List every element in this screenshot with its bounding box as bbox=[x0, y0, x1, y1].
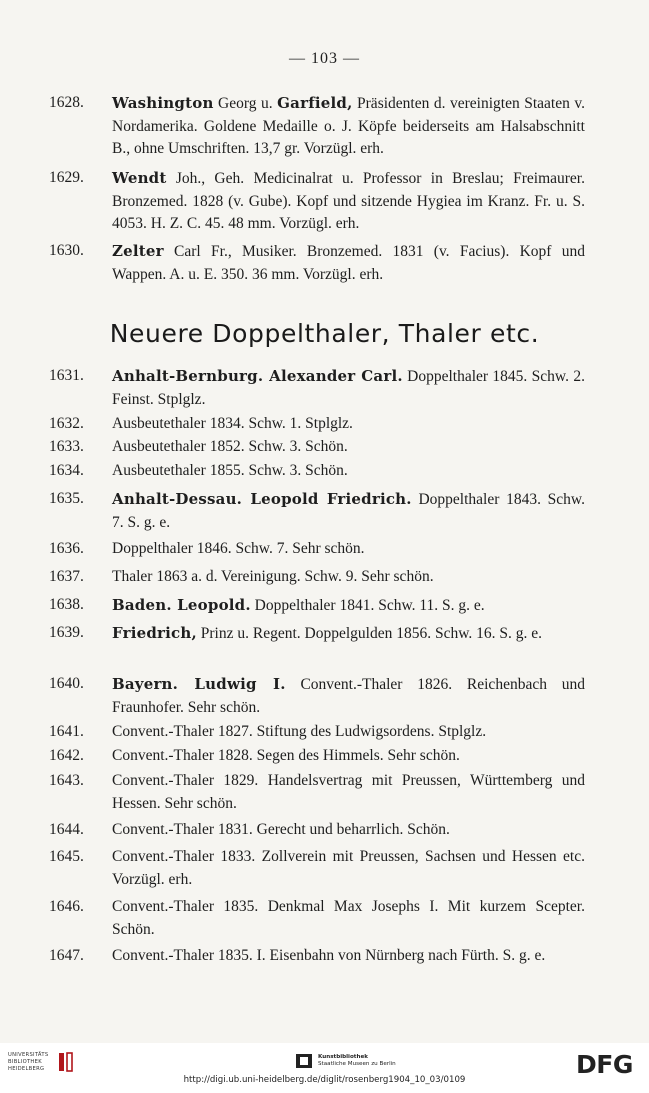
entry-text bbox=[112, 92, 585, 161]
entry-text: Thaler 1863 a. d. Vereinigung. Schw. 9. Sehr schön. bbox=[112, 568, 434, 585]
entry-name: Friedrich, bbox=[112, 624, 197, 642]
entry-number: 1633. bbox=[49, 438, 84, 455]
entry-text bbox=[112, 167, 585, 236]
entry-text: Convent.-Thaler 1829. Handelsvertrag mit Preussen, Württemberg und Hessen. Sehr schön. bbox=[112, 772, 585, 812]
entry-number: 1646. bbox=[49, 898, 84, 915]
entry-name: Bayern. Ludwig I. bbox=[112, 675, 286, 693]
university-library-label bbox=[8, 1052, 48, 1073]
entry-number: 1644. bbox=[49, 821, 84, 838]
entry-name-2: Garfield, bbox=[277, 94, 353, 112]
entry-text: Convent.-Thaler 1833. Zollverein mit Preussen, Sachsen und Hessen etc. Vorzügl. erh. bbox=[112, 848, 585, 888]
kb-subtitle: Staatliche Museen zu Berlin bbox=[318, 1061, 396, 1067]
entry-number: 1634. bbox=[49, 462, 84, 479]
entry-desc: Prinz u. Regent. Doppelgulden 1856. Schw. 16. S. g. e. bbox=[196, 625, 543, 642]
entry-text: Convent.-Thaler 1828. Segen des Himmels. Sehr schön. bbox=[112, 747, 460, 764]
entry-text bbox=[112, 365, 585, 411]
entry-number: 1639. bbox=[49, 624, 84, 641]
entry-text: Ausbeutethaler 1852. Schw. 3. Schön. bbox=[112, 438, 348, 455]
entry-number: 1638. bbox=[49, 596, 84, 613]
entry-name: Wendt bbox=[112, 169, 167, 187]
entry-text: Convent.-Thaler 1827. Stiftung des Ludwigsordens. Stplglz. bbox=[112, 723, 487, 740]
entry-number: 1640. bbox=[49, 675, 84, 692]
entry-number: 1645. bbox=[49, 848, 84, 865]
entry-name: Anhalt-Bernburg. Alexander Carl. bbox=[112, 367, 403, 385]
entry-desc: Convent.-Thaler 1826. Reichenbach und Fraunhofer. Sehr schön. bbox=[112, 676, 585, 716]
entry-number: 1635. bbox=[49, 490, 84, 507]
entry-number: 1630. bbox=[49, 242, 84, 259]
entry-desc-2: Präsidenten d. vereinigten Staaten v. Nordamerika. Goldene Medaille o. J. Köpfe beiderseits am Halsabschnitt B., ohne Umschriften. 13,7 gr. Vorzügl. erh. bbox=[112, 95, 585, 157]
entry-number: 1631. bbox=[49, 367, 84, 384]
entry-desc: Georg u. bbox=[213, 95, 278, 112]
entry-desc: Carl Fr., Musiker. Bronzemed. 1831 (v. Facius). Kopf und Wappen. A. u. E. 350. 36 mm. Vorzügl. erh. bbox=[112, 243, 585, 283]
entry-text bbox=[112, 488, 585, 534]
entry-name: Anhalt-Dessau. Leopold Friedrich. bbox=[112, 490, 412, 508]
section-heading: Neuere Doppelthaler, Thaler etc. bbox=[109, 319, 540, 348]
uni-line-1: UNIVERSITÄTS bbox=[8, 1052, 49, 1058]
entry-name: Washington bbox=[112, 94, 214, 112]
entry-text: Ausbeutethaler 1855. Schw. 3. Schön. bbox=[112, 462, 348, 479]
entry-name: Zelter bbox=[112, 242, 164, 260]
entry-number: 1642. bbox=[49, 747, 84, 764]
uni-line-3: HEIDELBERG bbox=[8, 1066, 45, 1072]
kunstbibliothek-label bbox=[318, 1054, 396, 1068]
dfg-logo: DFG bbox=[576, 1050, 633, 1079]
entry-number: 1629. bbox=[49, 169, 84, 186]
entry-number: 1636. bbox=[49, 540, 84, 557]
entry-text bbox=[112, 673, 585, 719]
entry-number: 1647. bbox=[49, 947, 84, 964]
page-number: — 103 — bbox=[289, 50, 360, 67]
entry-text bbox=[112, 594, 585, 618]
entry-number: 1641. bbox=[49, 723, 84, 740]
entry-number: 1632. bbox=[49, 415, 84, 432]
kb-name: Kunstbibliothek bbox=[318, 1054, 368, 1060]
entry-text: Ausbeutethaler 1834. Schw. 1. Stplglz. bbox=[112, 415, 353, 432]
entry-number: 1628. bbox=[49, 94, 84, 111]
kunstbibliothek-logo-icon bbox=[296, 1054, 312, 1068]
entry-text: Convent.-Thaler 1831. Gerecht und beharrlich. Schön. bbox=[112, 821, 450, 838]
entry-text bbox=[112, 622, 585, 646]
source-url[interactable]: http://digi.ub.uni-heidelberg.de/diglit/rosenberg1904_10_03/0109 bbox=[183, 1075, 466, 1085]
entry-desc: Doppelthaler 1841. Schw. 11. S. g. e. bbox=[250, 597, 485, 614]
entry-text bbox=[112, 240, 585, 286]
entry-text: Convent.-Thaler 1835. I. Eisenbahn von Nürnberg nach Fürth. S. g. e. bbox=[112, 947, 546, 964]
uni-line-2: BIBLIOTHEK bbox=[8, 1059, 42, 1065]
entry-desc: Doppelthaler 1845. Schw. 2. Feinst. Stplglz. bbox=[112, 368, 585, 408]
entry-text: Doppelthaler 1846. Schw. 7. Sehr schön. bbox=[112, 540, 365, 557]
entry-desc: Doppelthaler 1843. Schw. 7. S. g. e. bbox=[112, 491, 585, 531]
entry-number: 1643. bbox=[49, 772, 84, 789]
university-logo-icon bbox=[58, 1051, 74, 1073]
entry-desc: Joh., Geh. Medicinalrat u. Professor in Breslau; Freimaurer. Bronzemed. 1828 (v. Gube). Kopf und sitzende Hygiea im Kranz. Fr. u. S. 4053. H. Z. C. 45. 48 mm. Vorzügl. erh. bbox=[112, 170, 585, 232]
entry-name: Baden. Leopold. bbox=[112, 596, 251, 614]
entry-text: Convent.-Thaler 1835. Denkmal Max Josephs I. Mit kurzem Scepter. Schön. bbox=[112, 898, 585, 938]
entry-number: 1637. bbox=[49, 568, 84, 585]
digitization-footer bbox=[0, 1043, 649, 1093]
